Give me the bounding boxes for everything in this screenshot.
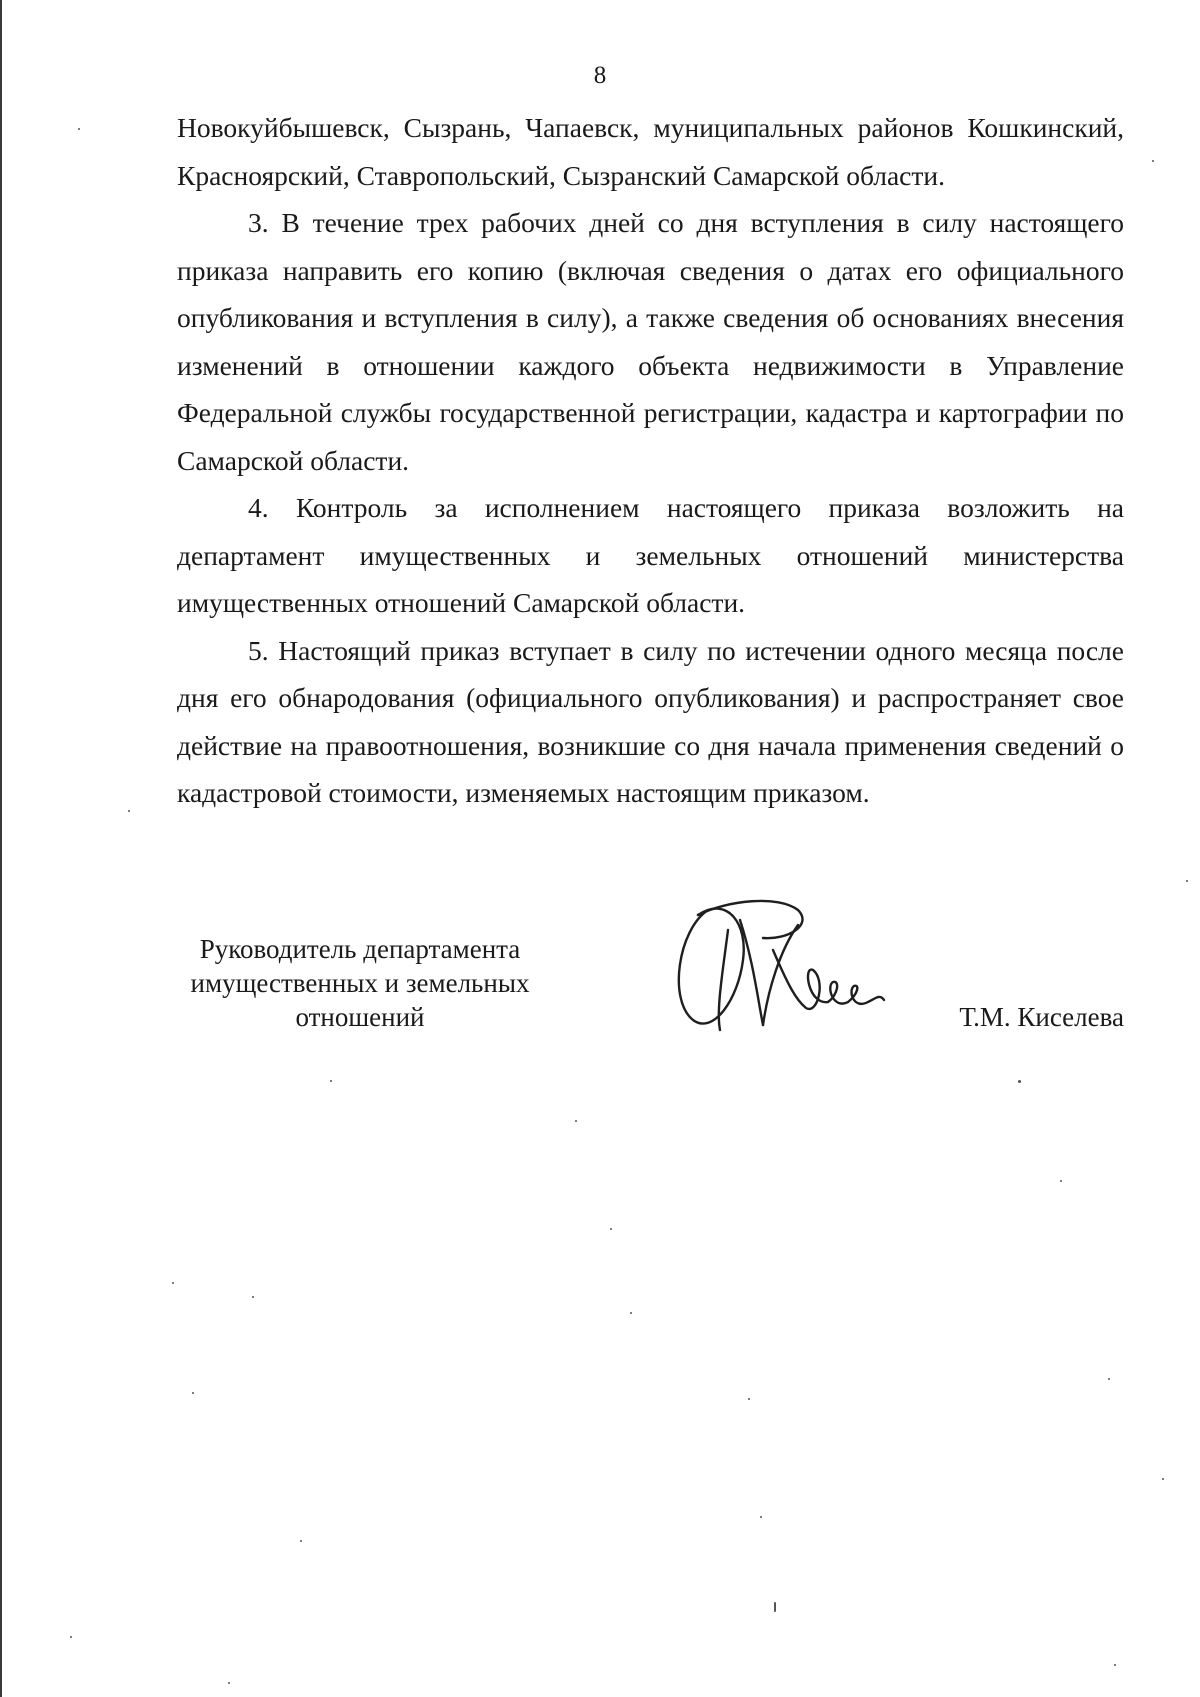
scan-speck [630,1312,632,1314]
scan-speck [228,1682,230,1684]
paragraph-item-4: 4. Контроль за исполнением настоящего приказа возложить на департамент имущественных и земельных отношений министерства имущественных отношений Самарской области. [177,492,1124,618]
scan-speck [70,1636,72,1638]
scan-speck [1162,1478,1164,1480]
signer-name: Т.М. Киселева [959,1002,1124,1032]
scan-speck [1060,1180,1062,1182]
paragraph-continuation: Новокуйбышевск, Сызрань, Чапаевск, муниципальных районов Кошкинский, Красноярский, Ставропольский, Сызранский Самарской области. [177,112,1124,191]
scan-speck [748,1398,750,1400]
paragraph-item-3: 3. В течение трех рабочих дней со дня вступления в силу настоящего приказа направить его копию (включая сведения о датах его официального опубликования и вступления в силу), а также сведения об основаниях внесения изменений в отношении каждого объекта недвижимости в Управление Федеральной службы государственной регистрации, кадастра и картографии по Самарской области. [177,207,1124,476]
scan-speck [1152,160,1154,162]
signer-position-line-3: отношений [295,1002,425,1032]
scan-speck [774,1602,776,1612]
handwritten-signature [668,890,898,1040]
signer-position-line-2: имущественных и земельных [190,968,530,998]
scan-speck [330,1080,332,1082]
scan-speck [1186,880,1188,882]
paragraph-item-5: 5. Настоящий приказ вступает в силу по истечении одного месяца после дня его обнародования (официального опубликования) и распространяет свое действие на правоотношения, возникшие со дня начала применения сведений о кадастровой стоимости, изменяемых настоящим приказом. [177,634,1124,808]
scan-speck [1018,1080,1021,1083]
scan-speck [192,1392,194,1394]
scan-speck [252,1296,254,1298]
scan-speck [610,1228,612,1230]
scan-speck [78,128,80,130]
scan-speck [1114,1664,1116,1666]
scan-speck [172,1282,174,1284]
scan-speck [1108,1378,1110,1380]
signer-position [170,932,550,1034]
scan-speck [760,1516,762,1518]
scan-speck [128,810,130,812]
page-number: 8 [593,62,607,89]
signer-position-line-1: Руководитель департамента [199,934,521,964]
scan-speck [300,1540,302,1542]
scan-speck [575,1120,577,1122]
